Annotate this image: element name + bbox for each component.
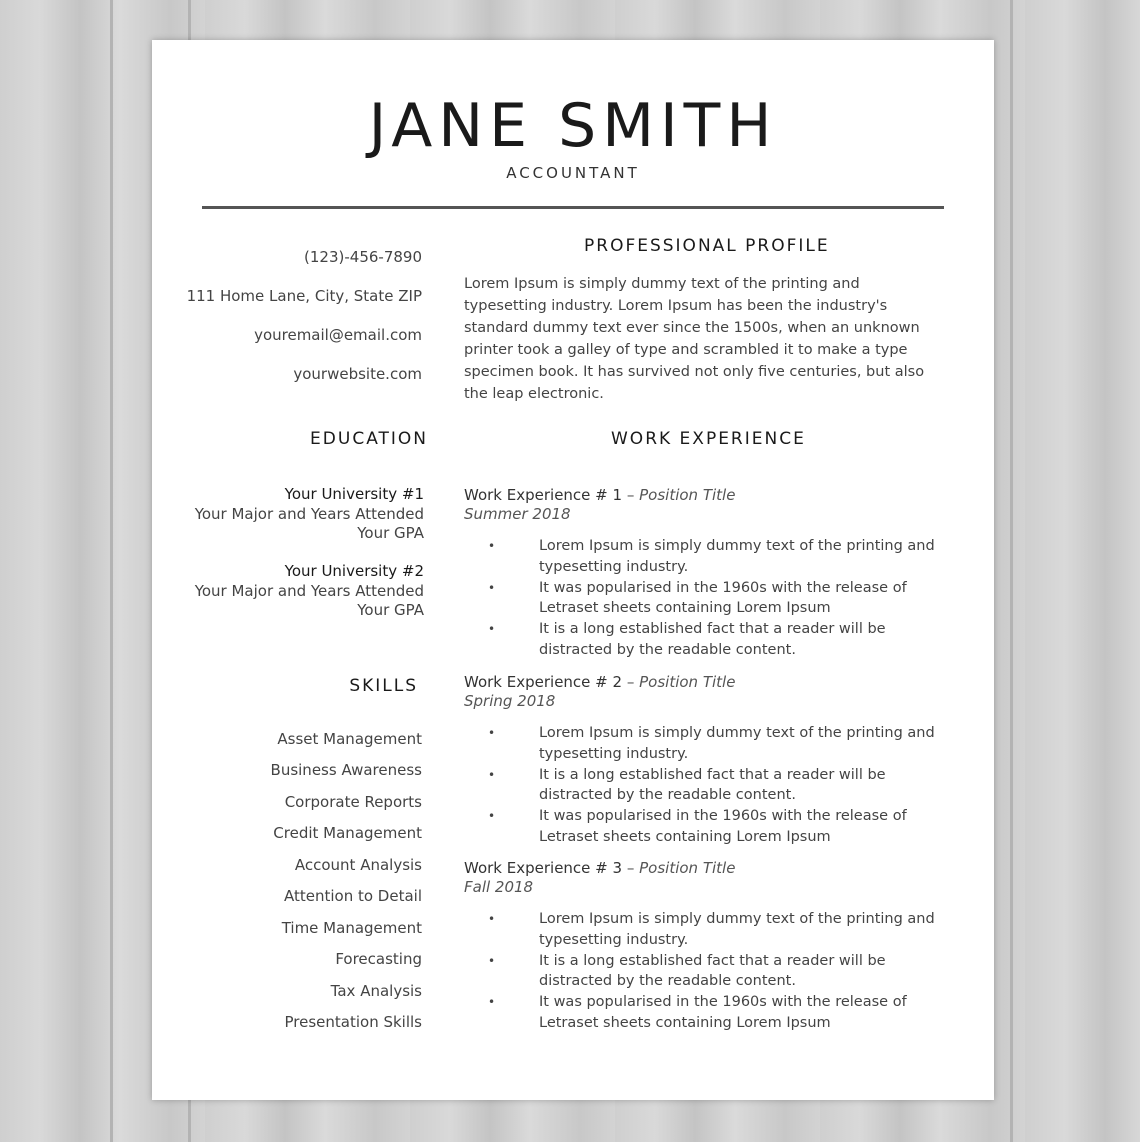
contact-phone: (123)-456-7890: [304, 248, 422, 266]
work-entry-name: Work Experience # 2: [464, 673, 623, 691]
contact-email: youremail@email.com: [254, 326, 422, 344]
bullet-icon: •: [488, 767, 496, 782]
bullet-text: Lorem Ipsum is simply dummy text of the printing and typesetting industry.: [539, 538, 935, 575]
education-major: Your Major and Years Attended: [194, 504, 424, 523]
skill-item: Account Analysis: [294, 856, 422, 874]
work-entry-bullets: [464, 723, 944, 848]
work-entry: [464, 485, 944, 661]
skill-item: Credit Management: [273, 824, 422, 842]
education-university: Your University #1: [284, 485, 424, 503]
bullet-text: It is a long established fact that a reader will be distracted by the readable content.: [539, 952, 886, 990]
work-entry: [464, 858, 944, 1034]
bullet-text: It is a long established fact that a reader will be distracted by the readable content.: [539, 766, 886, 804]
contact-website: yourwebsite.com: [293, 365, 422, 383]
work-entry-title: [464, 672, 944, 692]
resume-name: JANE SMITH: [368, 91, 778, 161]
bullet-text: It was popularised in the 1960s with the release of Letraset sheets containing Lorem Ipsum: [539, 579, 907, 617]
work-entry-separator: –: [626, 486, 635, 504]
bullet-icon: •: [488, 809, 496, 824]
bullet-item: [464, 536, 939, 578]
bullet-icon: •: [488, 953, 496, 968]
bullet-item: [464, 992, 939, 1034]
profile-text: Lorem Ipsum is simply dummy text of the printing and typesetting industry. Lorem Ipsum has been the industry's standard dummy text ever since the 1500s, when an unknown printer took a galley of type and scrambled it to make a type specimen book. It has survived not only five centuries, but also the leap electronic.: [464, 276, 925, 402]
bullet-item: [464, 578, 939, 620]
work-entry-separator: –: [626, 859, 635, 877]
profile-heading: PROFESSIONAL PROFILE: [584, 236, 830, 256]
work-heading: WORK EXPERIENCE: [611, 429, 806, 449]
bullet-text: Lorem Ipsum is simply dummy text of the printing and typesetting industry.: [539, 725, 935, 762]
work-entry-title: [464, 485, 944, 505]
bullet-item: [464, 806, 939, 848]
skill-item: Corporate Reports: [284, 793, 422, 811]
bullet-text: It was popularised in the 1960s with the release of Letraset sheets containing Lorem Ipsum: [539, 994, 907, 1031]
education-entry: [164, 562, 424, 621]
bullet-text: Lorem Ipsum is simply dummy text of the printing and typesetting industry.: [539, 911, 935, 948]
work-entry: [464, 672, 944, 848]
skills-heading: SKILLS: [349, 676, 418, 696]
education-heading: EDUCATION: [310, 429, 428, 449]
education-entry: [164, 485, 424, 544]
bullet-icon: •: [488, 539, 496, 553]
header-divider: [202, 206, 944, 209]
work-entry-title: [464, 858, 944, 878]
bullet-text: It was popularised in the 1960s with the release of Letraset sheets containing Lorem Ipsum: [539, 808, 907, 845]
skill-item: Attention to Detail: [283, 887, 422, 905]
education-gpa: Your GPA: [357, 524, 424, 542]
contact-address: 111 Home Lane, City, State ZIP: [186, 287, 422, 305]
bullet-item: [464, 723, 939, 765]
bullet-icon: •: [488, 580, 496, 595]
bullet-icon: •: [488, 622, 496, 637]
work-entry-bullets: [464, 536, 944, 661]
work-entry-position: Position Title: [639, 859, 736, 877]
work-entry-position: Position Title: [639, 486, 736, 504]
resume-job-title: ACCOUNTANT: [506, 164, 640, 182]
work-entry-bullets: [464, 909, 944, 1034]
bullet-item: [464, 619, 939, 661]
skill-item: Tax Analysis: [330, 982, 422, 1000]
education-gpa: Your GPA: [357, 601, 424, 619]
education-university: Your University #2: [284, 562, 424, 580]
bullet-item: [464, 765, 939, 807]
work-entry-date: Summer 2018: [464, 505, 571, 523]
wood-plank-seam: [110, 0, 113, 1142]
bullet-item: [464, 909, 939, 951]
wood-plank-seam: [1010, 0, 1013, 1142]
resume-page: [152, 40, 994, 1100]
skill-item: Business Awareness: [270, 761, 422, 779]
work-entry-separator: –: [626, 673, 635, 691]
bullet-icon: •: [488, 726, 496, 740]
bullet-text: It is a long established fact that a reader will be distracted by the readable content.: [539, 621, 886, 658]
skill-item: Time Management: [281, 919, 422, 937]
work-entry-name: Work Experience # 1: [464, 486, 623, 504]
bullet-item: [464, 951, 939, 993]
skill-item: Presentation Skills: [284, 1013, 422, 1031]
work-entry-name: Work Experience # 3: [464, 859, 623, 877]
bullet-icon: •: [488, 995, 496, 1010]
work-entry-date: Spring 2018: [464, 692, 556, 710]
bullet-icon: •: [488, 912, 496, 926]
skill-item: Forecasting: [335, 950, 422, 968]
skill-item: Asset Management: [277, 730, 422, 748]
work-entry-date: Fall 2018: [464, 878, 534, 896]
education-major: Your Major and Years Attended: [194, 581, 424, 600]
work-entry-position: Position Title: [639, 673, 736, 691]
